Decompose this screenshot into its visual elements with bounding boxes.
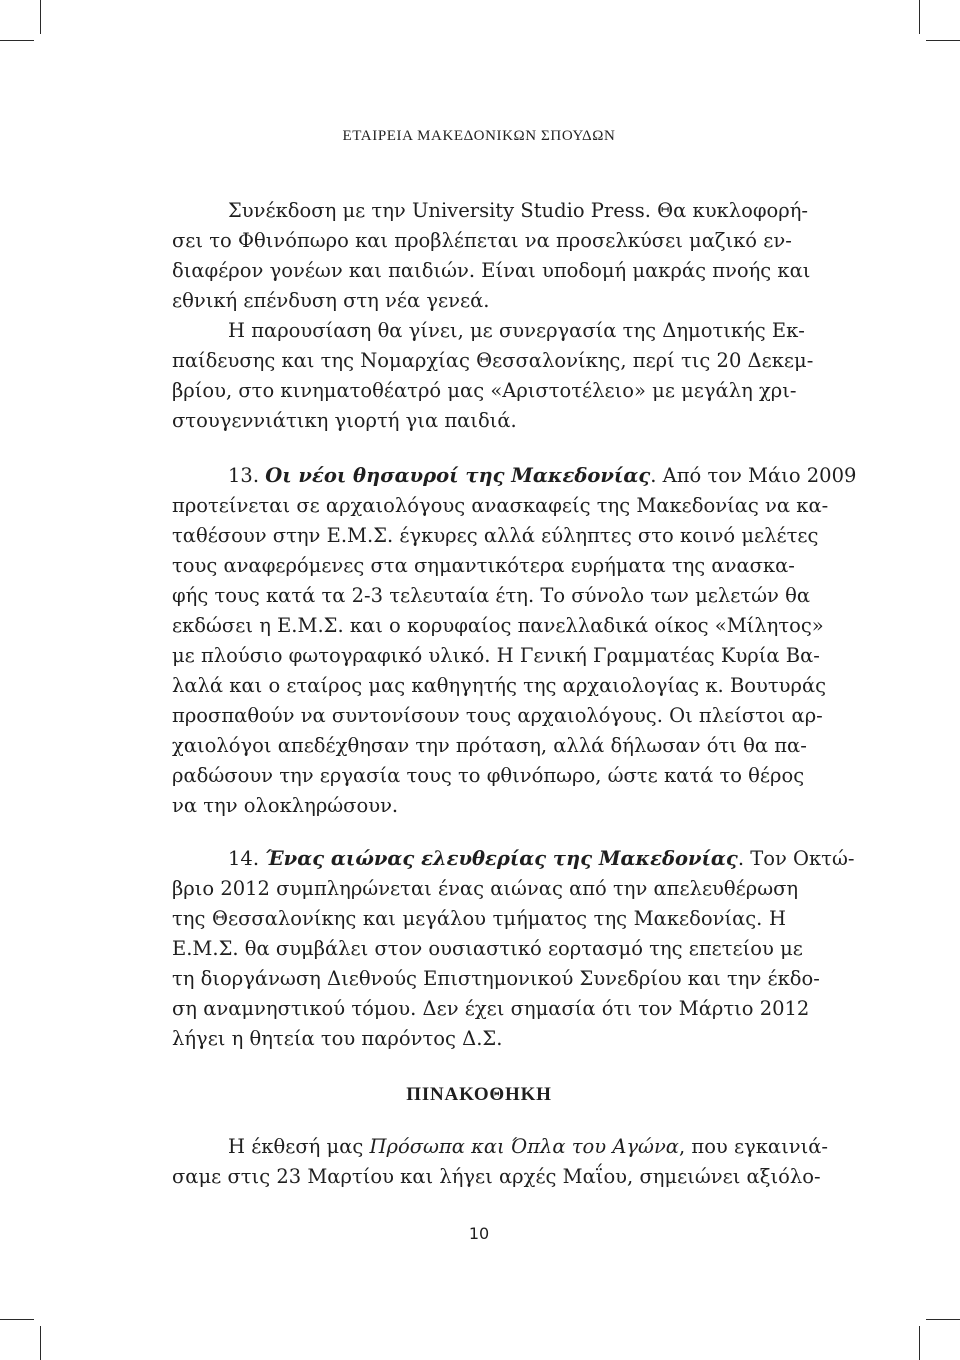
text-line: να την ολοκληρώσουν. — [172, 794, 399, 817]
crop-mark — [40, 1326, 41, 1360]
text-line: χαιολόγοι απεδέχθησαν την πρόταση, αλλά δήλωσαν ότι θα πα- — [172, 734, 807, 757]
text-line: Συνέκδοση με την University Studio Press. Θα κυκλοφορή- — [228, 199, 808, 222]
section-item-14 — [172, 844, 855, 1054]
text-line: ταθέσουν στην Ε.Μ.Σ. έγκυρες αλλά εύληπτες στο κοινό μελέτες — [172, 524, 819, 547]
text-line: βρίου, στο κινηματοθέατρό μας «Αριστοτέλειο» με μεγάλη χρι- — [172, 379, 797, 402]
crop-mark — [926, 40, 960, 41]
text-fragment: , που εγκαινιά- — [678, 1135, 829, 1158]
text-line: εκδώσει η Ε.Μ.Σ. και ο κορυφαίος πανελλαδικά οίκος «Μίλητος» — [172, 614, 824, 637]
crop-mark — [40, 0, 41, 34]
crop-mark — [926, 1319, 960, 1320]
text-line: ση αναμνηστικού τόμου. Δεν έχει σημασία ότι τον Μάρτιο 2012 — [172, 997, 810, 1020]
text-line: Ε.Μ.Σ. θα συμβάλει στον ουσιαστικό εορτασμό της επετείου με — [172, 937, 803, 960]
running-head: ΕΤΑΙΡΕΙΑ ΜΑΚΕΔΟΝΙΚΩΝ ΣΠΟΥΔΩΝ — [342, 128, 616, 144]
paragraph-gallery — [172, 1132, 829, 1192]
text-line — [172, 1132, 829, 1162]
text-line: διαφέρον γονέων και παιδιών. Είναι υποδομή μακράς πνοής και — [172, 259, 811, 282]
text-line: προσπαθούν να συντονίσουν τους αρχαιολόγους. Οι πλείστοι αρ- — [172, 704, 823, 727]
crop-mark — [919, 1326, 920, 1360]
text-fragment: Η έκθεσή μας — [228, 1135, 370, 1158]
text-line: με πλούσιο φωτογραφικό υλικό. Η Γενική Γραμματέας Κυρία Βα- — [172, 644, 820, 667]
text-fragment: . Από τον Μάιο 2009 — [650, 464, 857, 487]
page-number: 10 — [468, 1224, 490, 1243]
text-line: λαλά και ο εταίρος μας καθηγητής της αρχαιολογίας κ. Βουτυράς — [172, 674, 827, 697]
text-line: Η παρουσίαση θα γίνει, με συνεργασία της Δημοτικής Εκ- — [228, 319, 805, 342]
text-line — [172, 844, 855, 874]
text-line: παίδευσης και της Νομαρχίας Θεσσαλονίκης, περί τις 20 Δεκεμ- — [172, 349, 814, 372]
text-line: εθνική επένδυση στη νέα γενεά. — [172, 289, 490, 312]
text-line: λήγει η θητεία του παρόντος Δ.Σ. — [172, 1027, 503, 1050]
text-fragment: . Τον Οκτώ- — [737, 847, 855, 870]
paragraph-intro — [172, 196, 814, 436]
section-item-13 — [172, 461, 857, 821]
item-number: 14. — [228, 847, 260, 870]
text-line: ραδώσουν την εργασία τους το φθινόπωρο, ώστε κατά το θέρος — [172, 764, 805, 787]
text-line: σαμε στις 23 Μαρτίου και λήγει αρχές Μαΐου, σημειώνει αξιόλο- — [172, 1165, 821, 1188]
text-line: βριο 2012 συμπληρώνεται ένας αιώνας από την απελευθέρωση — [172, 877, 799, 900]
exhibition-title: Πρόσωπα και Όπλα του Αγώνα — [369, 1135, 679, 1158]
section-heading: ΠΙΝΑΚΟΘΗΚΗ — [406, 1084, 552, 1105]
text-line: στουγεννιάτικη γιορτή για παιδιά. — [172, 409, 517, 432]
text-line — [172, 461, 857, 491]
text-line: σει το Φθινόπωρο και προβλέπεται να προσελκύσει μαζικό εν- — [172, 229, 792, 252]
item-title: Ένας αιώνας ελευθερίας της Μακεδονίας — [265, 847, 738, 870]
text-line: τη διοργάνωση Διεθνούς Επιστημονικού Συνεδρίου και την έκδο- — [172, 967, 820, 990]
text-line: της Θεσσαλονίκης και μεγάλου τμήματος της Μακεδονίας. Η — [172, 907, 786, 930]
crop-mark — [0, 40, 34, 41]
item-title: Οι νέοι θησαυροί της Μακεδονίας — [265, 464, 651, 487]
item-number: 13. — [228, 464, 260, 487]
crop-mark — [919, 0, 920, 34]
text-line: τους αναφερόμενες στα σημαντικότερα ευρήματα της ανασκα- — [172, 554, 795, 577]
text-line: προτείνεται σε αρχαιολόγους ανασκαφείς της Μακεδονίας να κα- — [172, 494, 829, 517]
text-line: φής τους κατά τα 2-3 τελευταία έτη. Το σύνολο των μελετών θα — [172, 584, 810, 607]
crop-mark — [0, 1319, 34, 1320]
